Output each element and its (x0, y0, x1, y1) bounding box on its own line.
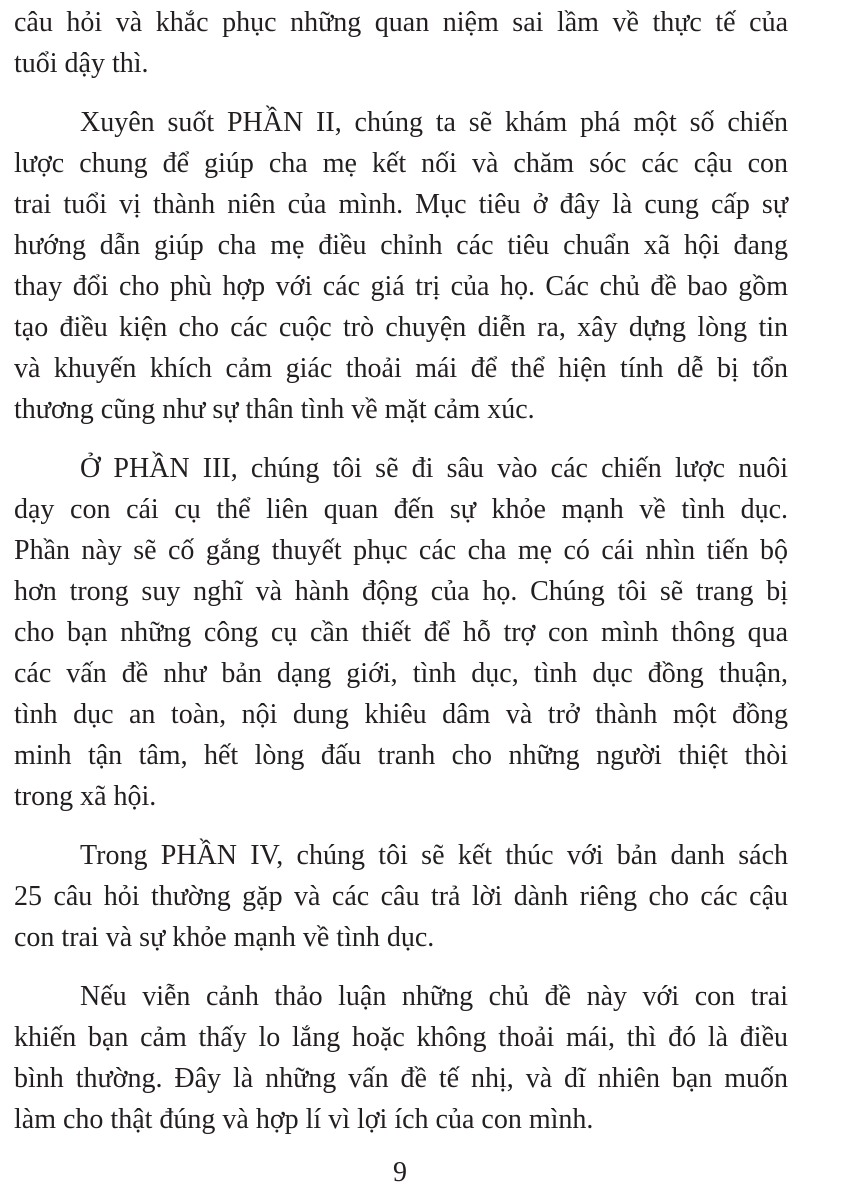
paragraph (14, 448, 788, 817)
text-line: Ở PHẦN III, chúng tôi sẽ đi sâu vào các chiến lược nuôi (80, 453, 788, 484)
text-line: dạy con cái cụ thể liên quan đến sự khỏe mạnh về tình dục. (14, 494, 788, 525)
page-body (14, 2, 788, 1140)
text-line: làm cho thật đúng và hợp lí vì lợi ích của con mình. (14, 1104, 594, 1135)
text-line: khiến bạn cảm thấy lo lắng hoặc không thoải mái, thì đó là điều (14, 1022, 788, 1053)
text-line: các vấn đề như bản dạng giới, tình dục, tình dục đồng thuận, (14, 658, 788, 689)
paragraph (14, 2, 788, 84)
text-line: tuổi dậy thì. (14, 48, 149, 79)
text-line: lược chung để giúp cha mẹ kết nối và chăm sóc các cậu con (14, 148, 788, 179)
text-line: tình dục an toàn, nội dung khiêu dâm và trở thành một đồng (14, 699, 788, 730)
text-line: câu hỏi và khắc phục những quan niệm sai lầm về thực tế của (14, 7, 788, 38)
text-line: Xuyên suốt PHẦN II, chúng ta sẽ khám phá một số chiến (80, 107, 788, 138)
text-line: con trai và sự khỏe mạnh về tình dục. (14, 922, 435, 953)
text-line: bình thường. Đây là những vấn đề tế nhị, và dĩ nhiên bạn muốn (14, 1063, 788, 1094)
text-line: 25 câu hỏi thường gặp và các câu trả lời dành riêng cho các cậu (14, 881, 788, 912)
text-line: Nếu viễn cảnh thảo luận những chủ đề này với con trai (80, 981, 788, 1012)
text-line: trong xã hội. (14, 781, 157, 812)
text-line: thương cũng như sự thân tình về mặt cảm xúc. (14, 394, 535, 425)
text-line: và khuyến khích cảm giác thoải mái để thể hiện tính dễ bị tổn (14, 353, 788, 384)
text-line: minh tận tâm, hết lòng đấu tranh cho những người thiệt thòi (14, 740, 788, 771)
paragraph (14, 102, 788, 430)
paragraph (14, 976, 788, 1140)
text-line: hơn trong suy nghĩ và hành động của họ. Chúng tôi sẽ trang bị (14, 576, 788, 607)
text-line: hướng dẫn giúp cha mẹ điều chỉnh các tiêu chuẩn xã hội đang (14, 230, 788, 261)
text-line: Phần này sẽ cố gắng thuyết phục các cha mẹ có cái nhìn tiến bộ (14, 535, 788, 566)
text-line: Trong PHẦN IV, chúng tôi sẽ kết thúc với bản danh sách (80, 840, 788, 871)
paragraph (14, 835, 788, 958)
text-line: cho bạn những công cụ cần thiết để hỗ trợ con mình thông qua (14, 617, 788, 648)
text-line: thay đổi cho phù hợp với các giá trị của họ. Các chủ đề bao gồm (14, 271, 788, 302)
text-line: trai tuổi vị thành niên của mình. Mục tiêu ở đây là cung cấp sự (14, 189, 788, 220)
page-number: 9 (393, 1157, 407, 1188)
text-line: tạo điều kiện cho các cuộc trò chuyện diễn ra, xây dựng lòng tin (14, 312, 788, 343)
